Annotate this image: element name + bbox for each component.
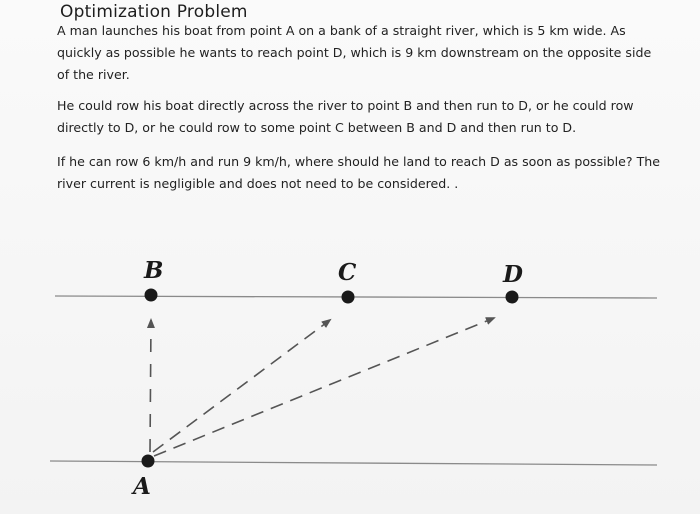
point-a-marker — [142, 455, 155, 468]
point-b-label: B — [144, 257, 164, 284]
problem-paragraph-2: He could row his boat directly across the river to point B and then run to D, or he could row directly to D, or he could row to some point C between B and D and then run to D. — [57, 98, 634, 135]
problem-paragraph-3: If he can row 6 km/h and run 9 km/h, where should he land to reach D as soon as possible? The river current is negligible and does not need to be considered. . — [57, 154, 661, 191]
point-c-marker — [342, 291, 355, 304]
path-a-to-c — [153, 320, 330, 452]
problem-paragraph-1: A man launches his boat from point A on a bank of a straight river, which is 5 km wide. As quickly as possible he wants to reach point D, which is 9 km downstream on the opposite side of the river. — [57, 23, 652, 82]
point-d-marker — [506, 291, 519, 304]
page-title: Optimization Problem — [60, 2, 248, 22]
point-c-label: C — [338, 259, 357, 286]
path-a-to-b — [150, 320, 151, 452]
point-d-label: D — [503, 261, 523, 288]
path-a-to-d — [154, 318, 494, 456]
point-a-label: A — [133, 473, 151, 500]
near-riverbank-line — [50, 461, 657, 465]
point-b-marker — [145, 289, 158, 302]
